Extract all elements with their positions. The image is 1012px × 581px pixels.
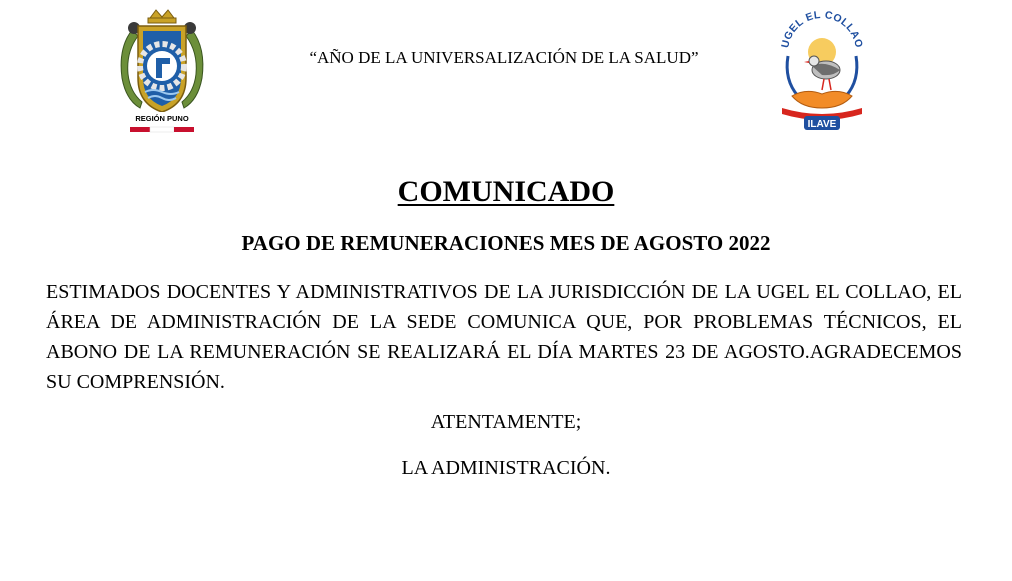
ugel-ribbon-text: ILAVE [807,119,837,130]
ugel-arc-text: UGEL EL COLLAO [779,8,865,50]
document-subtitle: PAGO DE REMUNERACIONES MES DE AGOSTO 2022 [241,231,771,255]
region-puno-crest-icon [112,8,212,136]
ugel-el-collao-logo-icon [776,4,868,136]
document-title-text: COMUNICADO [397,175,615,208]
document-title [0,172,1012,212]
closing-line: ATENTAMENTE; [430,411,582,433]
region-puno-caption: REGIÓN PUNO [135,114,189,123]
document-body: ESTIMADOS DOCENTES Y ADMINISTRATIVOS DE LA JURISDICCIÓN DE LA UGEL EL COLLAO, EL ÁREA DE ADMINISTRACIÓN DE LA SEDE COMUNICA QUE, POR PROBLEMAS TÉCNICOS, EL ABONO DE LA REMUNERACIÓN SE REALIZARÁ EL DÍA MARTES 23 DE AGOSTO.AGRADECEMOS SU COMPRENSIÓN. [46,281,962,393]
signature-line: LA ADMINISTRACIÓN. [401,457,611,479]
year-motto: “AÑO DE LA UNIVERSALIZACIÓN DE LA SALUD” [309,48,699,67]
